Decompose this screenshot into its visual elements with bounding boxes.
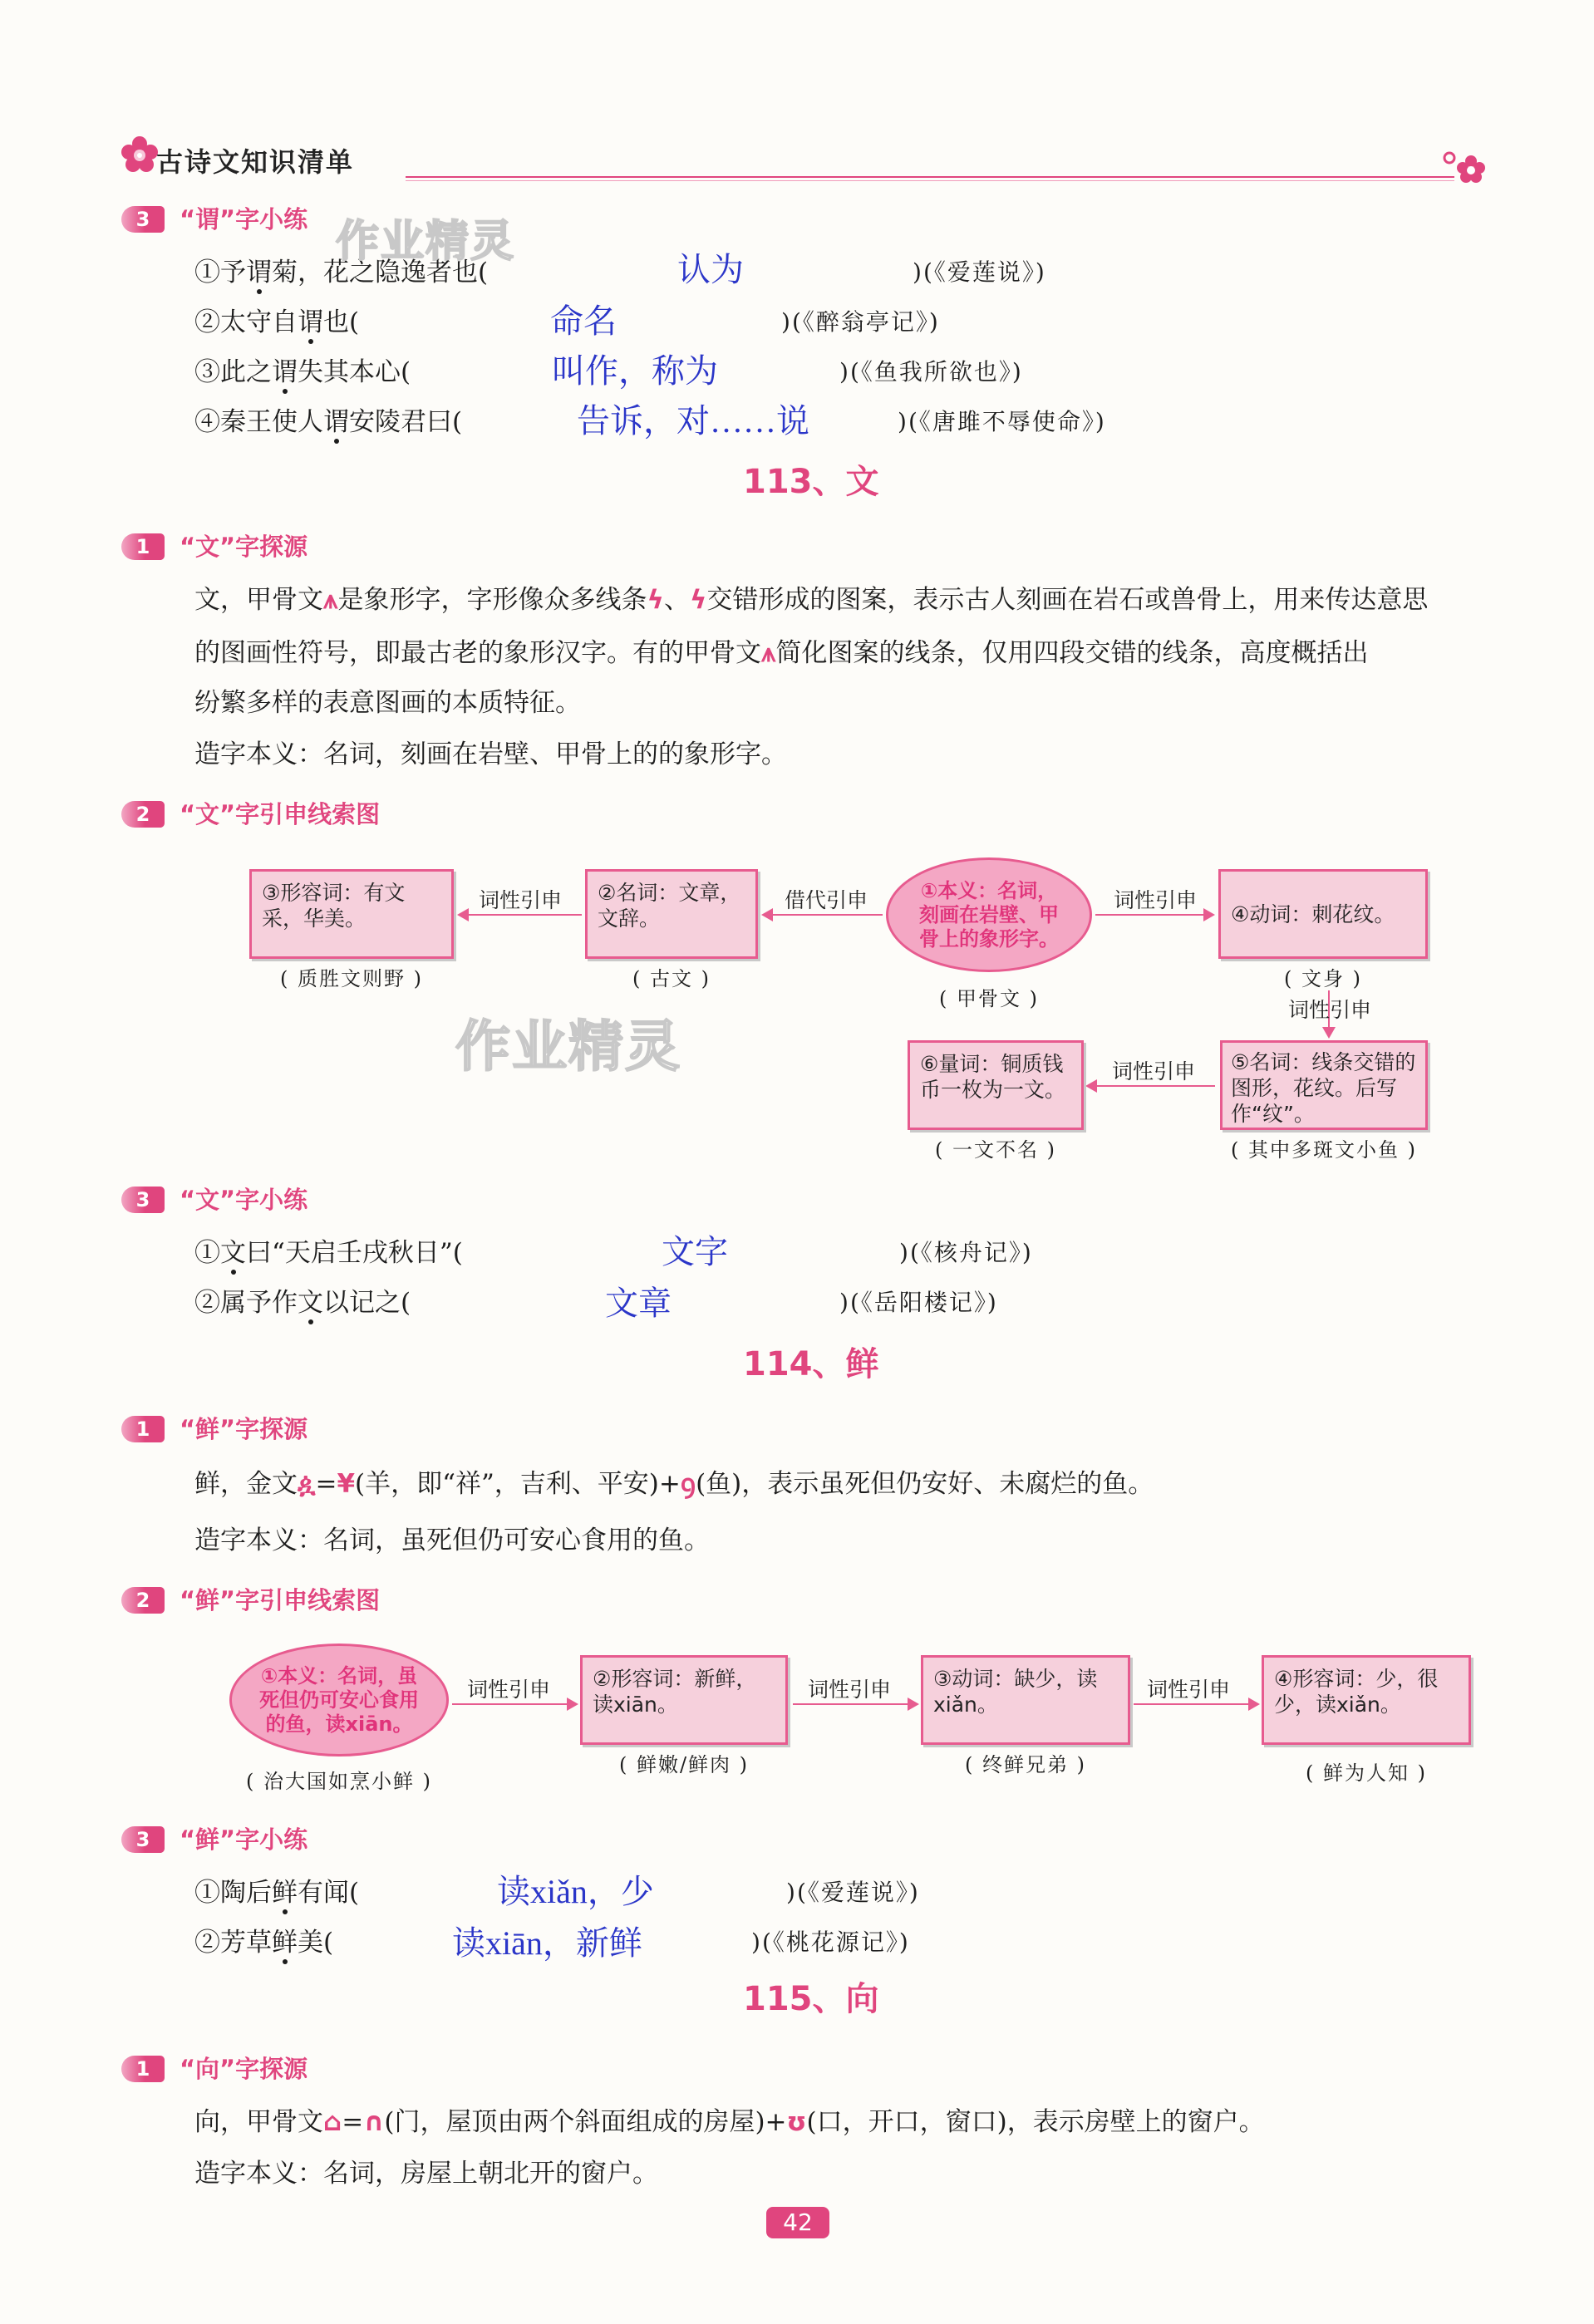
close-paren: ) [839, 1289, 850, 1316]
section-title: “鲜”字探源 [180, 1415, 308, 1443]
section-number-badge: 1 [121, 2056, 165, 2082]
origin-meaning: 造字本义：名词，房屋上朝北开的窗户。 [194, 2159, 658, 2189]
source-title: (《岳阳楼记》) [849, 1289, 998, 1316]
close-paren: ) [839, 358, 850, 386]
source-title: (《爱莲说》) [796, 1879, 920, 1906]
arrow-3-to-4 [1134, 1703, 1258, 1705]
section-number-badge: 2 [121, 1587, 165, 1614]
arrow-label: 词性引申 [808, 1678, 892, 1702]
origin-line-1 [194, 583, 1428, 617]
line-text: ②属予作 [194, 1288, 298, 1318]
answer-text: 命名 [550, 302, 617, 340]
line-text: 简化图案的线条，仅用四段交错的线条，高度概括出 [775, 638, 1369, 668]
box-caption: ( 质胜文则野 ) [280, 967, 423, 990]
origin-meaning-oval: ①本义：名词，虽死但仍可安心食用的鱼，读xiān。 [229, 1644, 449, 1757]
origin-line-2 [194, 636, 1368, 670]
source-citation [898, 405, 1106, 439]
line-text: 向，甲骨文 [194, 2107, 323, 2137]
answer-text: 认为 [677, 251, 744, 288]
source-title: (《唐雎不辱使命》) [908, 408, 1106, 435]
origin-line-3: 纷繁多样的表意图画的本质特征。 [194, 688, 581, 718]
origin-meaning: 造字本义：名词，虽死但仍可安心食用的鱼。 [194, 1526, 710, 1555]
arrow-label: 借代引申 [785, 888, 868, 912]
source-title: (《爱莲说》) [922, 258, 1046, 286]
section-title: “文”字小练 [180, 1186, 308, 1214]
meaning-box-4: ④动词：刺花纹。 [1218, 869, 1428, 959]
box-caption: ( 文身 ) [1284, 967, 1362, 990]
close-paren: ) [781, 308, 792, 336]
meaning-box-5: ⑤名词：线条交错的图形，花纹。后写作“纹”。 [1220, 1040, 1428, 1130]
key-character: 谓 [272, 357, 298, 387]
roof-glyph-icon: ∩ [363, 2107, 385, 2137]
watermark: 作业精灵 [336, 217, 516, 267]
close-paren: ) [913, 258, 923, 286]
section-title: “鲜”字小练 [180, 1825, 308, 1854]
origin-line-xiang [194, 2105, 1265, 2139]
arrow-1-to-2 [452, 1703, 577, 1705]
key-character: 鲜 [272, 1878, 298, 1908]
practice-line-wei-3 [194, 356, 411, 389]
line-text: ③此之 [194, 357, 272, 387]
line-text: 美( [298, 1928, 334, 1958]
meaning-box-3: ③动词：缺少，读xiǎn。 [921, 1655, 1130, 1745]
section-title: “向”字探源 [180, 2055, 308, 2083]
section-title: “文”字引申线索图 [180, 800, 381, 828]
box-caption: ( 终鲜兄弟 ) [965, 1753, 1086, 1776]
meaning-box-3: ③形容词：有文采，华美。 [249, 869, 454, 959]
line-text: 以记之( [323, 1288, 411, 1318]
section-number-badge: 1 [121, 533, 165, 560]
answer-text: 文字 [662, 1233, 728, 1270]
flowers-decoration-icon [1438, 150, 1488, 184]
source-title: (《桃花源记》) [761, 1928, 910, 1956]
line-text: 交错形成的图案，表示古人刻画在岩石或兽骨上，用来传达意思 [706, 585, 1429, 615]
line-text: = [315, 1469, 337, 1499]
line-text: = [342, 2107, 364, 2137]
fish-glyph-icon: ꝯ [680, 1469, 696, 1499]
close-paren: ) [786, 1879, 797, 1906]
section-label-wen-practice [121, 1183, 307, 1213]
answer-text: 读xiǎn，少 [497, 1873, 654, 1910]
arrow-label: 词性引申 [1112, 1059, 1196, 1083]
line-text: (鱼)，表示虽死但仍安好、未腐烂的鱼。 [696, 1469, 1154, 1499]
arrow-label: 词性引申 [1288, 998, 1372, 1022]
close-paren: ) [899, 1239, 910, 1266]
source-citation [751, 1926, 910, 1959]
line-text: 文，甲骨文 [194, 585, 323, 615]
flower-logo-icon [121, 136, 158, 173]
line-text: ④秦王使人 [194, 407, 323, 437]
source-citation [839, 356, 1023, 389]
arrow-1-to-4 [1095, 914, 1213, 916]
section-number-badge: 3 [121, 1826, 165, 1853]
line-text: 有闻( [298, 1878, 360, 1908]
line-text: 、 [663, 585, 690, 615]
practice-line-xian-1 [194, 1876, 359, 1909]
line-text: ②芳草 [194, 1928, 272, 1958]
source-citation [781, 306, 940, 339]
arrow-label: 词性引申 [479, 888, 563, 912]
section-label-wen-origin [121, 530, 307, 560]
entry-heading-wen: 113、文 [743, 463, 879, 501]
section-number-badge: 1 [121, 1416, 165, 1442]
key-character: 文 [220, 1238, 246, 1268]
mouth-glyph-icon: ʊ [786, 2107, 807, 2137]
box-caption: ( 其中多斑文小鱼 ) [1231, 1138, 1417, 1162]
section-number-badge: 3 [121, 1187, 165, 1213]
arrow-5-to-6 [1087, 1085, 1215, 1087]
key-character: 谓 [246, 258, 272, 287]
section-title: “文”字探源 [180, 533, 308, 561]
watermark: 作业精灵 [455, 1015, 681, 1078]
arrow-1-to-2 [763, 914, 883, 916]
origin-meaning: 造字本义：名词，刻画在岩壁、甲骨上的的象形字。 [194, 739, 787, 769]
line-glyph-icon: ϟ [647, 585, 664, 615]
meaning-box-4: ④形容词：少，很少，读xiǎn。 [1262, 1655, 1471, 1745]
line-text: 曰“天启壬戌秋日”( [246, 1238, 463, 1268]
header-rule-thin [406, 180, 1454, 181]
answer-text: 读xiān，新鲜 [452, 1924, 642, 1962]
meaning-box-2: ②形容词：新鲜，读xiān。 [580, 1655, 788, 1745]
line-text: 安陵君曰( [349, 407, 463, 437]
line-glyph-icon: ϟ [689, 585, 707, 615]
bronze-xian-glyph-icon: ዿ [298, 1469, 316, 1499]
oval-caption: ( 治大国如烹小鲜 ) [246, 1770, 432, 1793]
entry-heading-xiang: 115、向 [743, 1980, 879, 2018]
source-citation [786, 1876, 920, 1909]
line-text: 鲜，金文 [194, 1469, 298, 1499]
header-title: 古诗文知识清单 [156, 146, 355, 178]
close-paren: ) [751, 1928, 762, 1956]
source-title: (《醉翁亭记》) [791, 308, 940, 336]
key-character: 谓 [298, 307, 323, 337]
source-citation [899, 1236, 1033, 1270]
key-character: 文 [298, 1288, 323, 1318]
practice-line-xian-2 [194, 1926, 333, 1959]
answer-text: 告诉，对……说 [577, 402, 809, 440]
line-text: 的图画性符号，即最古老的象形汉字。有的甲骨文 [194, 638, 761, 668]
section-label-wei-practice [121, 203, 307, 233]
line-text: ②太守自 [194, 307, 298, 337]
source-title: (《鱼我所欲也》) [849, 358, 1023, 386]
line-text: 是象形字，字形像众多线条 [337, 585, 647, 615]
line-text: ①陶后 [194, 1878, 272, 1908]
entry-heading-xian: 114、鲜 [743, 1345, 879, 1383]
box-caption: ( 一文不名 ) [935, 1138, 1056, 1162]
meaning-box-6: ⑥量词：铜质钱币一枚为一文。 [908, 1040, 1084, 1130]
origin-meaning-oval: ①本义：名词，刻画在岩壁、甲骨上的象形字。 [886, 857, 1092, 972]
section-number-badge: 2 [121, 801, 165, 828]
arrow-label: 词性引申 [1147, 1678, 1231, 1702]
line-text: (口，开口，窗口)，表示房壁上的窗户。 [806, 2107, 1265, 2137]
line-text: 也( [323, 307, 360, 337]
section-label-xian-map [121, 1584, 380, 1614]
section-label-xian-origin [121, 1413, 307, 1442]
source-citation [913, 256, 1046, 289]
arrow-label: 词性引申 [1114, 888, 1198, 912]
oracle-wen-simple-glyph-icon: ⩚ [761, 638, 776, 668]
section-label-wen-map [121, 798, 380, 828]
answer-text: 文章 [605, 1285, 672, 1322]
header-rule [406, 176, 1454, 178]
key-character: 鲜 [272, 1928, 298, 1958]
oracle-wen-glyph-icon: ⩚ [323, 585, 338, 615]
section-number-badge: 3 [121, 206, 165, 233]
close-paren: ) [898, 408, 908, 435]
line-text: (门，屋顶由两个斜面组成的房屋)+ [384, 2107, 787, 2137]
box-caption: ( 古文 ) [632, 967, 711, 990]
box-caption: ( 鲜为人知 ) [1306, 1761, 1427, 1785]
page-number: 42 [766, 2207, 829, 2238]
oval-caption: ( 甲骨文 ) [939, 987, 1039, 1010]
line-text: 失其本心( [298, 357, 411, 387]
practice-line-wei-4 [194, 405, 462, 439]
section-title: “谓”字小练 [180, 205, 308, 233]
oracle-xiang-glyph-icon: ⌂ [323, 2107, 342, 2137]
meaning-box-2: ②名词：文章，文辞。 [585, 869, 758, 959]
section-label-xiang-origin [121, 2052, 307, 2082]
practice-line-wen-1 [194, 1236, 463, 1270]
line-text: ① [194, 1238, 220, 1268]
line-text: 菊，花之隐逸者也( [272, 258, 489, 287]
arrow-2-to-3 [793, 1703, 918, 1705]
origin-line-xian [194, 1467, 1154, 1501]
section-title: “鲜”字引申线索图 [180, 1586, 381, 1614]
source-title: (《核舟记》) [909, 1239, 1033, 1266]
practice-line-wen-2 [194, 1286, 411, 1319]
line-text: (羊，即“祥”，吉利、平安)+ [355, 1469, 681, 1499]
answer-text: 叫作，称为 [552, 352, 718, 390]
source-citation [839, 1286, 998, 1319]
sheep-glyph-icon: ¥ [337, 1469, 356, 1499]
practice-line-wei-2 [194, 306, 359, 339]
arrow-label: 词性引申 [467, 1678, 551, 1702]
arrow-3-to-2 [459, 914, 582, 916]
section-label-xian-practice [121, 1823, 307, 1853]
key-character: 谓 [323, 407, 349, 437]
line-text: ①予 [194, 258, 246, 287]
box-caption: ( 鲜嫩/鲜肉 ) [618, 1753, 750, 1776]
